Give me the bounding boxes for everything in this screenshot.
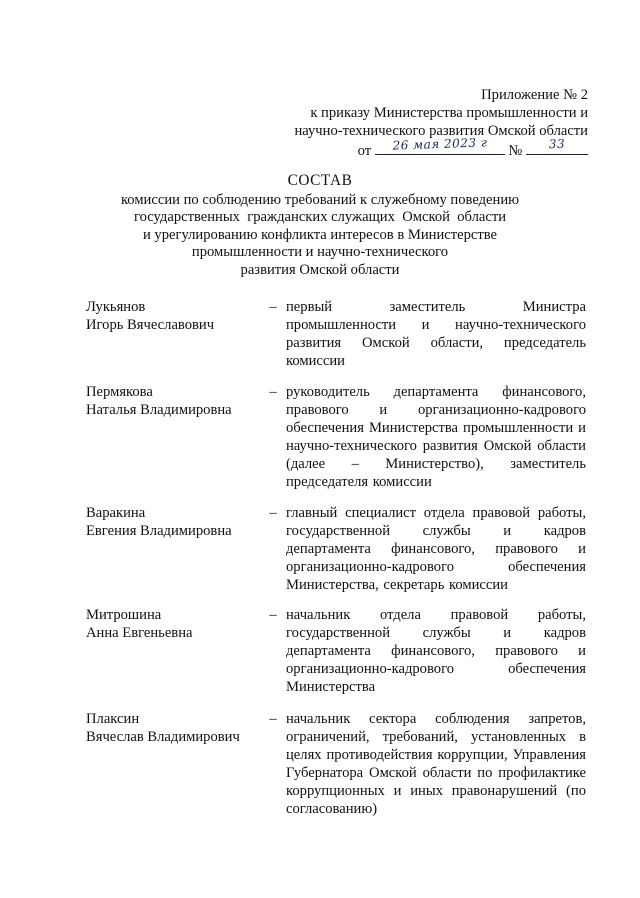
document-title bbox=[0, 172, 640, 280]
title-line: и урегулированию конфликта интересов в Министерстве bbox=[142, 226, 498, 243]
appendix-header bbox=[294, 86, 588, 160]
member-dash: – bbox=[269, 607, 277, 623]
number-label: № bbox=[508, 143, 523, 159]
member-surname: Плаксин bbox=[86, 711, 140, 727]
member-role: первый заместитель Министра промышленности и научно-технического развития Омской области, председатель комиссии bbox=[286, 299, 586, 369]
appendix-label: Приложение № 2 bbox=[481, 87, 588, 103]
member-given-names: Евгения Владимировна bbox=[86, 523, 232, 539]
member-surname: Пермякова bbox=[86, 384, 153, 400]
date-blank bbox=[375, 135, 505, 155]
member-role: начальник сектора соблюдения запретов, ограничений, требований, установленных в целях противодействия коррупции, Управления Губернатора Омской области по профилактике коррупционных и иных правонарушений (по согласованию) bbox=[286, 711, 586, 817]
member-dash: – bbox=[269, 505, 277, 521]
number-blank bbox=[526, 136, 588, 155]
member-role: начальник отдела правовой работы, государственной службы и кадров департамента финансового, правового и организационно-кадрового обеспечения Министерства bbox=[286, 607, 586, 695]
member-dash: – bbox=[269, 711, 277, 727]
from-label: от bbox=[357, 143, 372, 159]
member-name bbox=[86, 710, 261, 746]
handwritten-date: 26 мая 2023 г bbox=[392, 135, 488, 153]
member-dash: – bbox=[269, 384, 277, 400]
member-name bbox=[86, 606, 261, 642]
member-role: руководитель департамента финансового, правового и организационно-кадрового обеспечения Министерства промышленности и научно-технического развития Омской области (далее – Министерство), заместитель председателя комиссии bbox=[286, 384, 586, 490]
member-surname: Варакина bbox=[86, 505, 146, 521]
member-name bbox=[86, 383, 261, 419]
title-line: развития Омской области bbox=[240, 261, 400, 278]
member-given-names: Вячеслав Владимирович bbox=[86, 729, 240, 745]
member-name bbox=[86, 298, 261, 334]
member-surname: Лукьянов bbox=[86, 299, 146, 315]
order-reference-line-1: к приказу Министерства промышленности и bbox=[310, 105, 588, 121]
member-name bbox=[86, 504, 261, 540]
member-dash: – bbox=[269, 299, 277, 315]
order-reference-line-2: научно-технического развития Омской области bbox=[294, 123, 588, 139]
member-given-names: Анна Евгеньевна bbox=[86, 625, 193, 641]
member-role: главный специалист отдела правовой работы, государственной службы и кадров департамента финансового, правового и организационно-кадрового обеспечения Министерства, секретарь комиссии bbox=[286, 505, 586, 593]
member-given-names: Наталья Владимировна bbox=[86, 402, 232, 418]
title-line: промышленности и научно-технического bbox=[191, 244, 449, 261]
title-line: комиссии по соблюдению требований к служебному поведению bbox=[120, 191, 520, 208]
title-main: СОСТАВ bbox=[287, 172, 353, 189]
title-line: государственных гражданских служащих Омской области bbox=[133, 209, 507, 226]
handwritten-number: 33 bbox=[548, 136, 566, 152]
order-date-line bbox=[294, 135, 588, 160]
member-given-names: Игорь Вячеславович bbox=[86, 317, 215, 333]
member-surname: Митрошина bbox=[86, 607, 162, 623]
